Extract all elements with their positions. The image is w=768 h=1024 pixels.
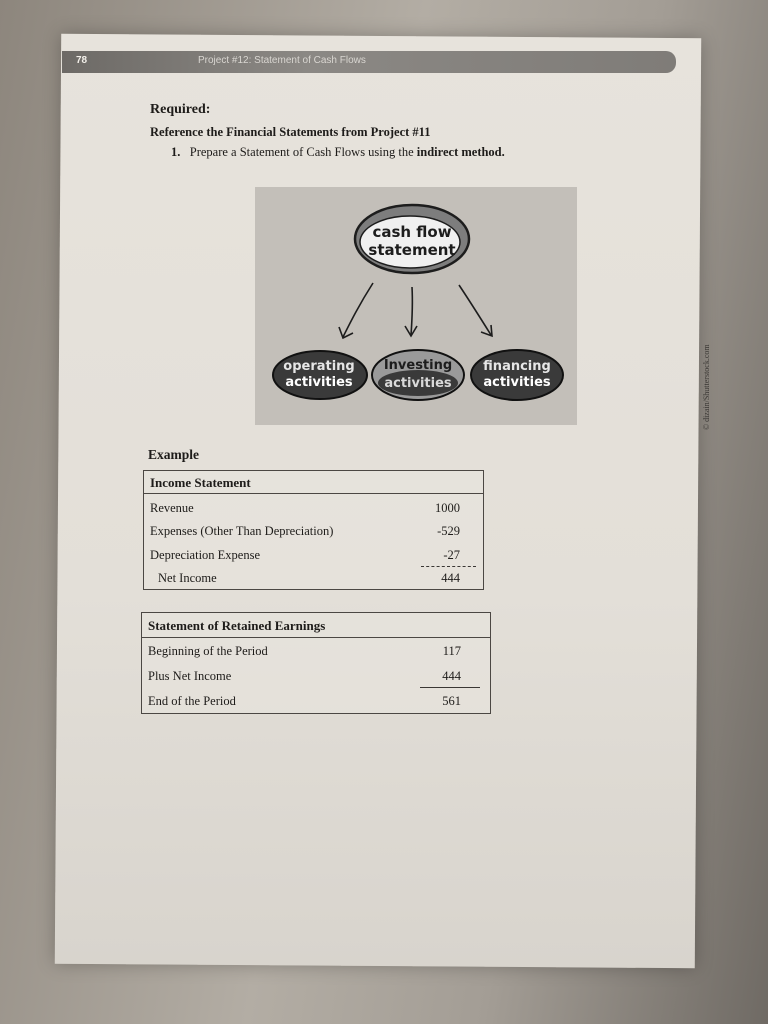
operating-line-1: operating bbox=[283, 359, 355, 374]
instruction-item bbox=[171, 145, 505, 160]
retained-earnings-table bbox=[141, 612, 491, 714]
cash-flow-diagram bbox=[255, 187, 577, 425]
table-row-label: Beginning of the Period bbox=[148, 644, 268, 658]
page-header-bar bbox=[62, 51, 676, 73]
table-row-value: 561 bbox=[442, 694, 461, 708]
operating-line-2: activities bbox=[285, 375, 353, 390]
page-number: 78 bbox=[76, 55, 88, 66]
table-row-value: 1000 bbox=[435, 501, 460, 515]
instruction-number: 1. bbox=[171, 145, 181, 159]
income-statement-table bbox=[143, 470, 484, 590]
investing-line-2: activities bbox=[384, 376, 452, 391]
arrow-right bbox=[459, 285, 492, 336]
table-row-value: 444 bbox=[441, 571, 460, 585]
cash-flow-illustration bbox=[255, 187, 577, 425]
top-bubble-line-2: statement bbox=[368, 241, 456, 259]
table-row-label: Net Income bbox=[158, 571, 217, 585]
investing-line-1: Investing bbox=[383, 358, 453, 373]
income-statement-title bbox=[144, 471, 483, 494]
retained-earnings-title-text: Statement of Retained Earnings bbox=[148, 618, 326, 633]
header-title: Project #12: Statement of Cash Flows bbox=[198, 55, 366, 66]
image-credit: © dizain/Shutterstock.com bbox=[702, 344, 711, 430]
table-row-value: 117 bbox=[442, 644, 461, 658]
required-heading: Required: bbox=[150, 102, 211, 117]
income-statement-title-text: Income Statement bbox=[150, 475, 251, 490]
table-row-value: -529 bbox=[437, 524, 460, 538]
table-row-label: Depreciation Expense bbox=[150, 548, 261, 562]
arrow-left bbox=[339, 283, 373, 338]
retained-earnings-title bbox=[142, 613, 490, 638]
instruction-emphasis: indirect method. bbox=[416, 145, 505, 159]
financing-line-1: financing bbox=[483, 359, 551, 374]
top-bubble-line-1: cash flow bbox=[372, 223, 452, 241]
instruction-text: Prepare a Statement of Cash Flows using the bbox=[189, 145, 414, 159]
table-row-value: -27 bbox=[443, 548, 460, 562]
table-row-label: End of the Period bbox=[148, 694, 236, 708]
table-row-value: 444 bbox=[442, 669, 461, 683]
arrow-middle bbox=[405, 287, 417, 336]
total-rule bbox=[420, 687, 480, 688]
example-heading: Example bbox=[148, 447, 200, 462]
subtotal-rule bbox=[421, 566, 476, 567]
reference-text: Reference the Financial Statements from Project #11 bbox=[150, 125, 431, 139]
table-row-label: Expenses (Other Than Depreciation) bbox=[150, 524, 334, 538]
table-row-label: Plus Net Income bbox=[148, 669, 232, 683]
table-row-label: Revenue bbox=[150, 501, 194, 515]
financing-line-2: activities bbox=[483, 375, 551, 390]
